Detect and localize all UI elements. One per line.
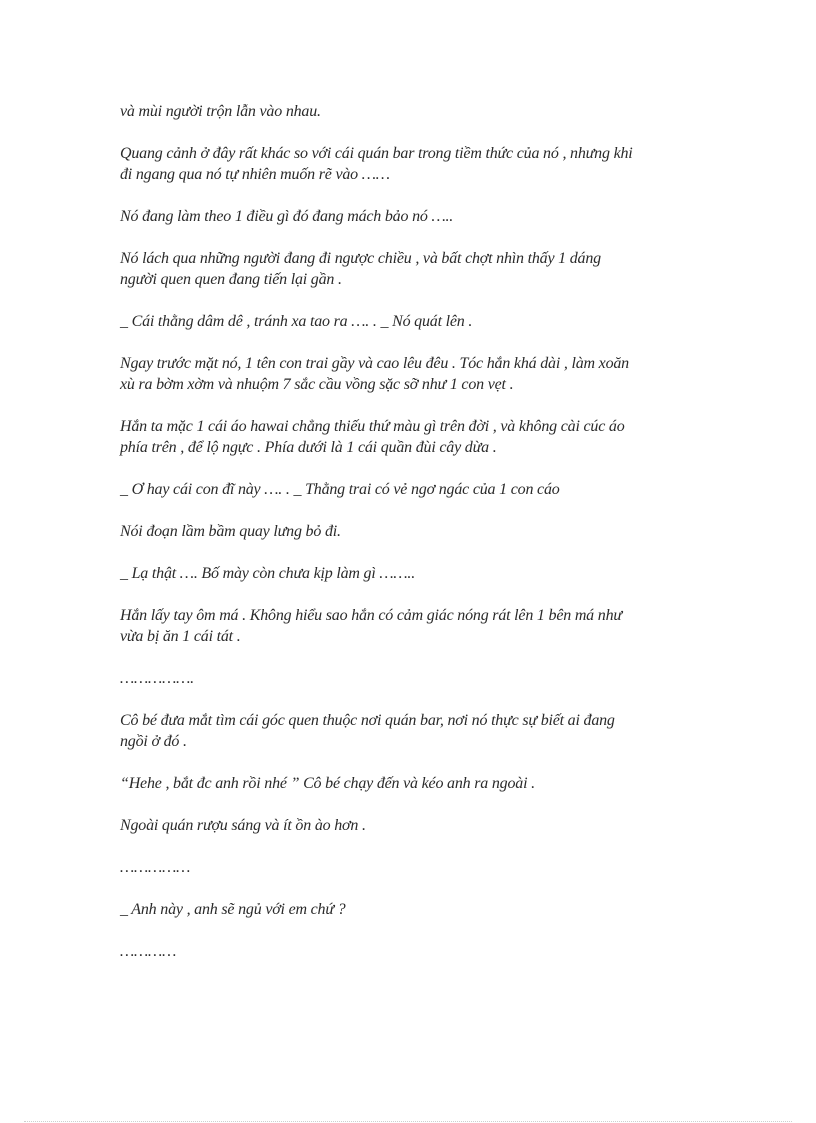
paragraph: Ngoài quán rượu sáng và ít ồn ào hơn . bbox=[120, 817, 366, 834]
paragraph: _ Anh này , anh sẽ ngủ với em chứ ? bbox=[120, 901, 346, 918]
paragraph: …………… bbox=[120, 859, 191, 876]
page-bottom-border bbox=[24, 1121, 792, 1122]
paragraph: và mùi người trộn lẫn vào nhau. bbox=[120, 103, 321, 120]
paragraph: Hắn ta mặc 1 cái áo hawai chẳng thiếu thứ màu gì trên đời , và không cài cúc áo phía trên , để lộ ngực . Phía dưới là 1 cái quần đùi cây dừa . bbox=[120, 418, 625, 456]
paragraph: ………… bbox=[120, 943, 177, 960]
paragraph: _ Cái thằng dâm dê , tránh xa tao ra …. . _ Nó quát lên . bbox=[120, 313, 473, 330]
paragraph: Ngay trước mặt nó, 1 tên con trai gầy và cao lêu đêu . Tóc hắn khá dài , làm xoăn xù ra bờm xờm và nhuộm 7 sắc cầu vồng sặc sỡ như 1 con vẹt . bbox=[120, 355, 629, 393]
paragraph: Hắn lấy tay ôm má . Không hiểu sao hắn có cảm giác nóng rát lên 1 bên má như vừa bị ăn 1 cái tát . bbox=[120, 607, 622, 645]
paragraph: Cô bé đưa mắt tìm cái góc quen thuộc nơi quán bar, nơi nó thực sự biết ai đang ngồi ở đó . bbox=[120, 712, 615, 750]
paragraph: “Hehe , bắt đc anh rồi nhé ” Cô bé chạy đến và kéo anh ra ngoài . bbox=[120, 775, 535, 792]
paragraph: _ Lạ thật …. Bố mày còn chưa kịp làm gì …….. bbox=[120, 565, 416, 582]
paragraph: ……………. bbox=[120, 670, 194, 687]
paragraph: Quang cảnh ở đây rất khác so với cái quán bar trong tiềm thức của nó , nhưng khi đi ngang qua nó tự nhiên muốn rẽ vào …… bbox=[120, 145, 633, 183]
paragraph: Nói đoạn lầm bầm quay lưng bỏ đi. bbox=[120, 523, 341, 540]
document-body bbox=[120, 101, 710, 962]
paragraph: _ Ơ hay cái con đĩ này …. . _ Thằng trai có vẻ ngơ ngác của 1 con cáo bbox=[120, 481, 560, 498]
paragraph: Nó lách qua những người đang đi ngược chiều , và bất chợt nhìn thấy 1 dáng người quen quen đang tiến lại gần . bbox=[120, 250, 601, 288]
paragraph: Nó đang làm theo 1 điều gì đó đang mách bảo nó ….. bbox=[120, 208, 454, 225]
